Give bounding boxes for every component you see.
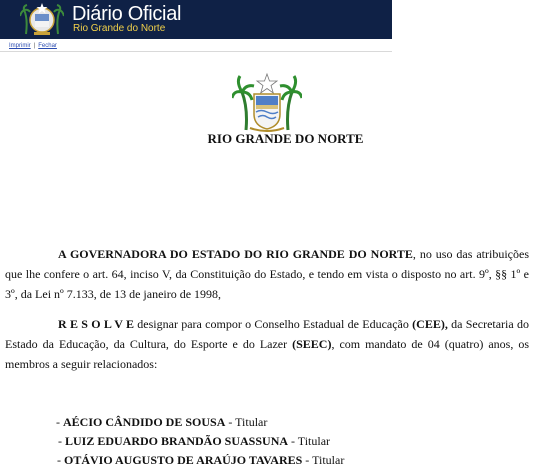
- member-role: - Titular: [225, 415, 268, 429]
- print-link[interactable]: Imprimir: [9, 43, 31, 49]
- member-name: OTÁVIO AUGUSTO DE ARAÚJO TAVARES: [64, 453, 303, 467]
- paragraph2-text-c: , com mandato de 04 (quatro) anos, os membros a seguir relacionados:: [5, 337, 529, 371]
- paragraph-authority: [5, 244, 529, 304]
- banner-title: Diário Oficial: [72, 3, 182, 25]
- list-item: [57, 452, 344, 468]
- paragraph2-text-b: da Secretaria do Estado da Educação, da Cultura, do Esporte e do Lazer: [5, 317, 529, 351]
- banner-subtitle: Rio Grande do Norte: [73, 23, 166, 34]
- member-prefix: -: [58, 434, 65, 448]
- list-item: [56, 414, 267, 430]
- member-prefix: -: [56, 415, 63, 429]
- resolve-text: R E S O L V E: [58, 317, 134, 331]
- member-prefix: -: [57, 453, 64, 467]
- divider: [0, 51, 392, 52]
- state-coat-of-arms-icon: [20, 0, 64, 38]
- member-role: - Titular: [288, 434, 331, 448]
- close-link[interactable]: Fechar: [38, 43, 57, 49]
- toolbar-separator: |: [33, 43, 36, 49]
- paragraph2-text-a: designar para compor o Conselho Estadual de Educação: [134, 317, 413, 331]
- state-name-heading: RIO GRANDE DO NORTE: [207, 131, 364, 146]
- member-name: LUIZ EDUARDO BRANDÃO SUASSUNA: [65, 434, 289, 448]
- authority-text: A GOVERNADORA DO ESTADO DO RIO GRANDE DO NORTE: [58, 247, 413, 261]
- paragraph-resolution: [5, 314, 529, 374]
- header-banner: [0, 0, 392, 39]
- toolbar: [9, 42, 57, 50]
- seec-text: (SEEC): [292, 337, 332, 351]
- member-name: AÉCIO CÂNDIDO DE SOUSA: [63, 415, 226, 429]
- coat-of-arms-icon: [232, 72, 302, 134]
- member-role: - Titular: [302, 453, 345, 467]
- cee-text: (CEE),: [412, 317, 448, 331]
- paragraph1-text: , no uso das atribuições que lhe confere o art. 64, inciso V, da Constituição do Estado, e tendo em vista o disposto no art. 9º, §§ 1º e 3º, da Lei nº 7.133, de 13 de janeiro de 1998,: [5, 247, 529, 301]
- list-item: [58, 433, 330, 449]
